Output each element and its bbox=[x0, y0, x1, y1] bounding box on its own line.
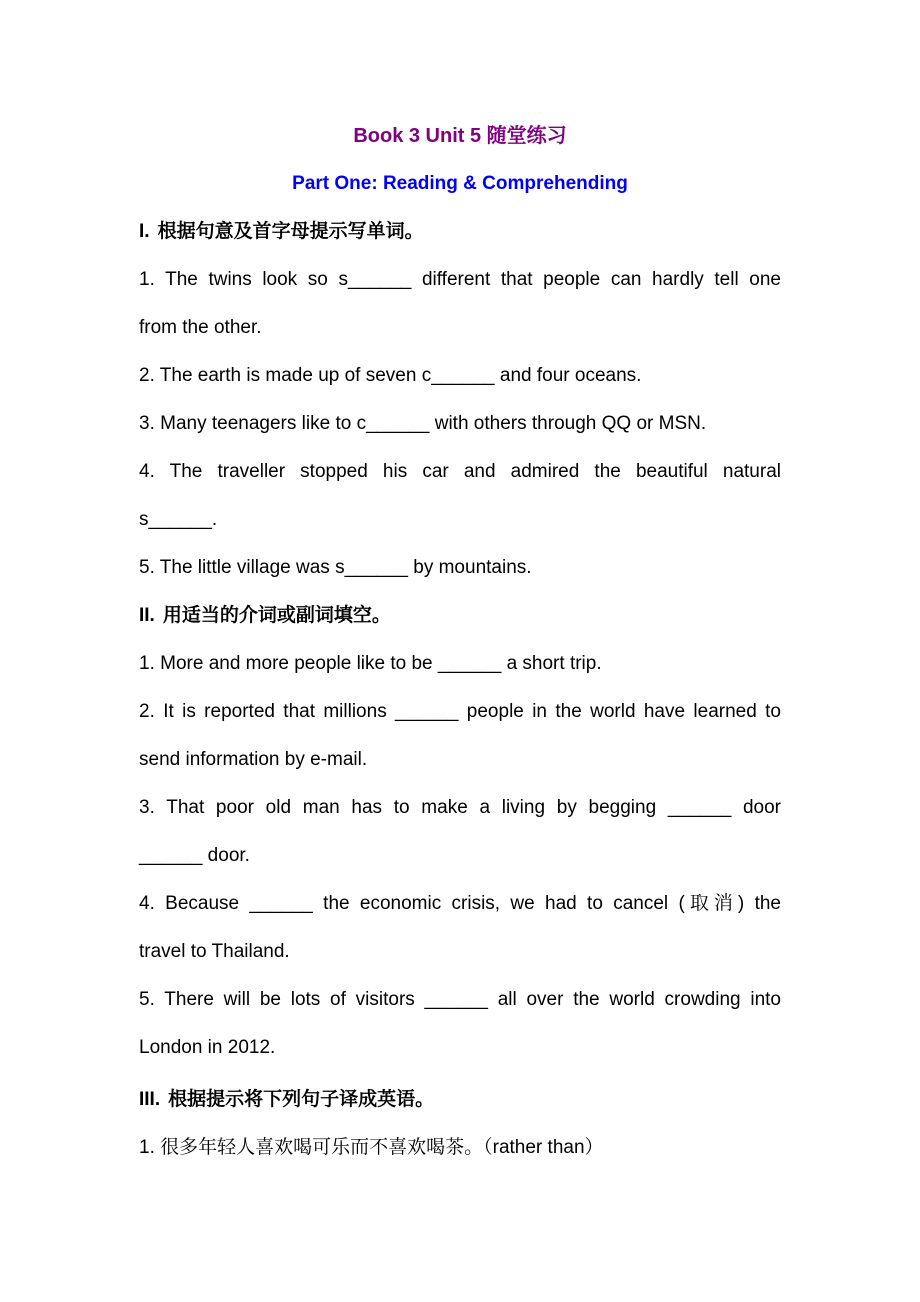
document-page bbox=[139, 112, 781, 1172]
exercise-line: ______ door. bbox=[139, 845, 250, 866]
exercise-line: London in 2012. bbox=[139, 1037, 276, 1058]
exercise-line: 4. The traveller stopped his car and admired the beautiful natural bbox=[139, 461, 781, 482]
section-number: II. bbox=[139, 605, 155, 626]
section-number: III. bbox=[139, 1089, 161, 1110]
exercise-line: 4. Because ______ the economic crisis, we had to cancel (取消) the bbox=[139, 893, 781, 914]
document-title: Book 3 Unit 5 随堂练习 bbox=[353, 125, 567, 147]
exercise-line: 3. That poor old man has to make a living by begging ______ door bbox=[139, 797, 781, 818]
sections bbox=[139, 208, 781, 1172]
exercise-line: 3. Many teenagers like to c______ with others through QQ or MSN. bbox=[139, 413, 707, 434]
exercise-line: 1. The twins look so s______ different that people can hardly tell one bbox=[139, 269, 781, 290]
section-instruction: 用适当的介词或副词填空。 bbox=[162, 605, 391, 626]
exercise-line: s______. bbox=[139, 509, 218, 530]
exercise-item bbox=[139, 880, 781, 976]
exercise-item bbox=[139, 400, 781, 448]
exercise-item bbox=[139, 688, 781, 784]
exercise-item bbox=[139, 1124, 781, 1172]
section-instruction: 根据提示将下列句子译成英语。 bbox=[168, 1089, 435, 1110]
exercise-item bbox=[139, 640, 781, 688]
exercise-item bbox=[139, 784, 781, 880]
exercise-line: 2. It is reported that millions ______ people in the world have learned to bbox=[139, 701, 781, 722]
exercise-line: send information by e-mail. bbox=[139, 749, 368, 770]
exercise-line: 1. 很多年轻人喜欢喝可乐而不喜欢喝茶。（rather than） bbox=[139, 1137, 604, 1158]
exercise-item bbox=[139, 256, 781, 352]
section-heading bbox=[139, 592, 781, 640]
part-heading: Part One: Reading & Comprehending bbox=[292, 173, 628, 194]
exercise-line: 5. There will be lots of visitors ______ all over the world crowding into bbox=[139, 989, 781, 1010]
exercise-line: 5. The little village was s______ by mountains. bbox=[139, 557, 532, 578]
exercise-item bbox=[139, 352, 781, 400]
exercise-line: travel to Thailand. bbox=[139, 941, 290, 962]
exercise-item bbox=[139, 448, 781, 544]
exercise-item bbox=[139, 976, 781, 1072]
exercise-line: 2. The earth is made up of seven c______ and four oceans. bbox=[139, 365, 642, 386]
exercise-item bbox=[139, 544, 781, 592]
section-instruction: 根据句意及首字母提示写单词。 bbox=[157, 221, 424, 242]
exercise-line: from the other. bbox=[139, 317, 262, 338]
section-heading bbox=[139, 208, 781, 256]
section-heading bbox=[139, 1076, 781, 1124]
exercise-line: 1. More and more people like to be ______ a short trip. bbox=[139, 653, 602, 674]
section-number: I. bbox=[139, 221, 150, 242]
